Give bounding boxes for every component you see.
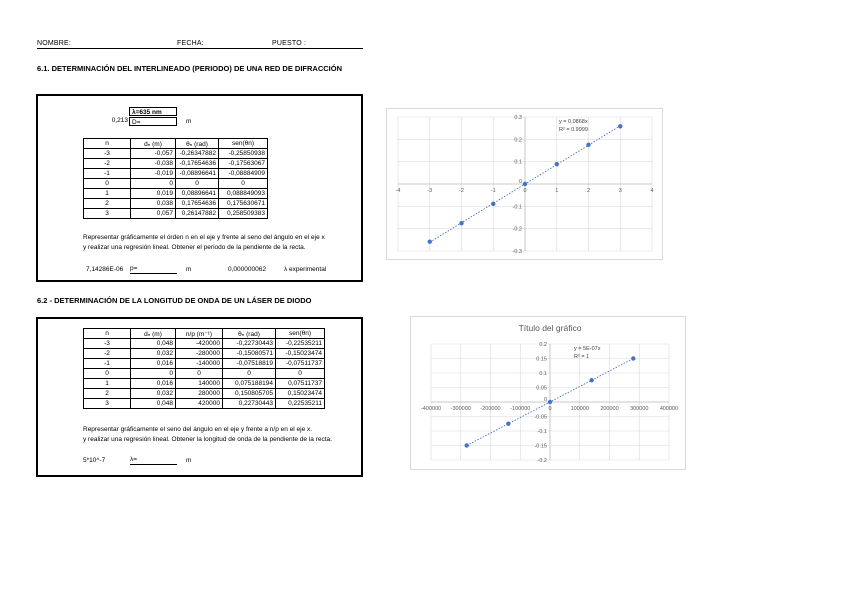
cell: -140000 <box>176 359 223 369</box>
cell: 0 <box>276 369 325 379</box>
section2-title: 6.2 - DETERMINACIÓN DE LA LONGITUD DE ONDA DE UN LÁSER DE DIODO <box>37 296 312 305</box>
y-tick-label: 0.2 <box>539 342 547 348</box>
y-tick-label: 0.1 <box>514 159 522 166</box>
x-tick-label: -2 <box>459 188 464 194</box>
cell: 0 <box>176 369 223 379</box>
header-dn: dₙ (m) <box>131 329 176 339</box>
p-input[interactable]: p= <box>130 264 177 274</box>
y-tick-label: 0.15 <box>536 356 547 363</box>
cell: 0,032 <box>131 349 176 359</box>
header-sen: sen(θn) <box>276 329 325 339</box>
table-laser <box>83 328 325 409</box>
cell: -0,038 <box>131 159 176 169</box>
x-tick-label: 200000 <box>600 406 619 412</box>
cell: -0,22730443 <box>223 339 276 349</box>
section2-instruction-2: y realizar una regresión lineal. Obtener la longitud de onda de la pendiente de la recta. <box>83 436 332 443</box>
cell: -2 <box>84 349 131 359</box>
trendline-equation: y = 5E-07x <box>574 346 601 352</box>
cell: 0,17654636 <box>176 199 219 209</box>
y-tick-label: -0.1 <box>537 429 547 435</box>
header-underline <box>37 48 363 49</box>
x-tick-label: -3 <box>427 188 433 194</box>
cell: 0,016 <box>131 359 176 369</box>
cell: 0,07511737 <box>276 379 325 389</box>
header-sen: sen(θn) <box>219 139 268 149</box>
data-point <box>589 378 593 382</box>
cell: 280000 <box>176 389 223 399</box>
cell: 0,150805705 <box>223 389 276 399</box>
data-point <box>631 356 635 360</box>
data-point <box>586 143 590 147</box>
table-row <box>84 359 325 369</box>
table-row <box>84 349 325 359</box>
cell: 0 <box>84 369 131 379</box>
header-theta: θₙ (rad) <box>176 139 219 149</box>
cell: -0,07511737 <box>276 359 325 369</box>
cell: -0,07518819 <box>223 359 276 369</box>
cell: 0,088849093 <box>219 189 268 199</box>
cell: 0,019 <box>131 189 176 199</box>
cell: 1 <box>84 379 131 389</box>
cell: -0,26347882 <box>176 149 219 159</box>
cell: 2 <box>84 389 131 399</box>
cell: -0,08884909 <box>219 169 268 179</box>
cell: 2 <box>84 199 131 209</box>
y-tick-label: -0.2 <box>512 226 522 233</box>
x-tick-label: 100000 <box>570 406 589 412</box>
cell: 0,048 <box>131 399 176 409</box>
table-row <box>84 379 325 389</box>
x-tick-label: 300000 <box>630 406 649 412</box>
table-row <box>84 149 268 159</box>
table-row <box>84 209 268 219</box>
cell: 0,032 <box>131 389 176 399</box>
header-n: n <box>84 329 131 339</box>
data-point <box>459 221 463 225</box>
cell: -280000 <box>176 349 223 359</box>
table-row <box>84 169 268 179</box>
cell: -2 <box>84 159 131 169</box>
lambda2-value: 5*10^-7 <box>83 457 106 464</box>
x-tick-label: -1 <box>490 188 496 194</box>
nombre-label: NOMBRE: <box>37 40 72 47</box>
cell: -1 <box>84 169 131 179</box>
section1-instruction-1: Representar gráficamente el órden n en el eje y frente al seno del ángulo en el eje x <box>83 234 325 241</box>
cell: -420000 <box>176 339 223 349</box>
cell: 0,038 <box>131 199 176 209</box>
chart-laser <box>410 316 686 470</box>
cell: 0,15023474 <box>276 389 325 399</box>
cell: -0,25850938 <box>219 149 268 159</box>
table-row <box>84 369 325 379</box>
cell: -0,22535211 <box>276 339 325 349</box>
d-input[interactable]: D= <box>129 117 177 126</box>
trendline-r2: R² = 1 <box>574 354 590 360</box>
cell: -0,17563067 <box>219 159 268 169</box>
x-tick-label: 0 <box>523 188 527 194</box>
x-tick-label: -4 <box>395 188 401 194</box>
data-point <box>523 182 527 186</box>
lambda-exp-value: 0,000000062 <box>228 266 266 273</box>
cell: 0,175630671 <box>219 199 268 209</box>
y-tick-label: -0.1 <box>512 204 522 211</box>
x-tick-label: -200000 <box>480 406 501 412</box>
y-tick-label: 0.1 <box>539 371 547 377</box>
table-row <box>84 339 325 349</box>
cell: -0,057 <box>131 149 176 159</box>
x-tick-label: -100000 <box>510 406 531 412</box>
cell: 3 <box>84 399 131 409</box>
p-value: 7,14286E-06 <box>86 266 124 273</box>
data-point <box>506 422 510 426</box>
table-row <box>84 159 268 169</box>
table-row <box>84 199 268 209</box>
x-tick-label: 3 <box>618 188 622 194</box>
x-tick-label: 400000 <box>659 406 679 412</box>
cell: -0,15023474 <box>276 349 325 359</box>
cell: -3 <box>84 339 131 349</box>
chart-laser-svg <box>411 317 685 469</box>
p-unit: m <box>186 266 192 273</box>
chart-diffraction <box>386 108 663 260</box>
x-tick-label: 1 <box>555 188 559 194</box>
cell: 0,22535211 <box>276 399 325 409</box>
d-value: 0,213 <box>111 117 128 124</box>
x-tick-label: 4 <box>650 188 654 194</box>
x-tick-label: 2 <box>586 188 591 194</box>
chart-title: Título del gráfico <box>518 323 582 333</box>
lambda2-input[interactable]: λ= <box>130 455 177 465</box>
y-tick-label: 0 <box>518 179 522 185</box>
cell: 0,08896641 <box>176 189 219 199</box>
y-tick-label: -0.15 <box>534 443 547 450</box>
y-tick-label: -0.3 <box>512 249 522 255</box>
table-row <box>84 399 325 409</box>
section1-instruction-2: y realizar una regresión lineal. Obtener el periodo de la pendiente de la recta. <box>83 244 306 251</box>
data-point <box>491 202 495 206</box>
header-n-over-p: n/p (m⁻¹) <box>176 329 223 339</box>
chart-diffraction-svg <box>387 109 662 259</box>
cell: 0,048 <box>131 339 176 349</box>
cell: -3 <box>84 149 131 159</box>
cell: 0,258509383 <box>219 209 268 219</box>
cell: -0,17654636 <box>176 159 219 169</box>
cell: 0,22730443 <box>223 399 276 409</box>
table-header-row <box>84 139 268 149</box>
x-tick-label: -300000 <box>450 406 471 412</box>
cell: -0,08896641 <box>176 169 219 179</box>
y-tick-label: 0.05 <box>536 385 547 392</box>
data-point <box>555 162 559 166</box>
cell: 0,26147882 <box>176 209 219 219</box>
table-diffraction <box>83 138 268 219</box>
cell: 0 <box>131 179 176 189</box>
table-row <box>84 189 268 199</box>
table-row <box>84 179 268 189</box>
header-dn: dₙ (m) <box>131 139 176 149</box>
d-unit: m <box>186 118 192 125</box>
trendline-r2: R² = 0.9999 <box>559 127 588 133</box>
cell: 0 <box>176 179 219 189</box>
cell: 3 <box>84 209 131 219</box>
cell: 0,016 <box>131 379 176 389</box>
table-header-row <box>84 329 325 339</box>
cell: 0 <box>223 369 276 379</box>
cell: -0,15080571 <box>223 349 276 359</box>
x-tick-label: -400000 <box>420 406 442 412</box>
x-tick-label: 0 <box>548 406 552 412</box>
data-point <box>618 124 622 128</box>
y-tick-label: -0.2 <box>537 458 547 464</box>
cell: 1 <box>84 189 131 199</box>
cell: 420000 <box>176 399 223 409</box>
cell: 0 <box>84 179 131 189</box>
y-tick-label: 0.3 <box>514 115 522 121</box>
cell: 0,057 <box>131 209 176 219</box>
y-tick-label: -0.05 <box>534 414 547 421</box>
table-row <box>84 389 325 399</box>
cell: -1 <box>84 359 131 369</box>
section2-instruction-1: Representar gráficamente el seno del ángulo en el eje y frente a n/p en el eje x. <box>83 426 313 433</box>
lambda2-unit: m <box>186 457 192 464</box>
cell: 0 <box>219 179 268 189</box>
trendline-equation: y = 0.0868x <box>559 119 588 125</box>
data-point <box>428 240 432 244</box>
data-point <box>548 400 552 404</box>
puesto-label: PUESTO : <box>272 40 307 47</box>
y-tick-label: 0 <box>543 397 547 403</box>
y-tick-label: 0.2 <box>514 137 522 144</box>
lambda-label: λ=635 nm <box>129 107 177 116</box>
header-n: n <box>84 139 131 149</box>
cell: 0,075188194 <box>223 379 276 389</box>
fecha-label: FECHA: <box>177 40 204 47</box>
section1-title: 6.1. DETERMINACIÓN DEL INTERLINEADO (PERIODO) DE UNA RED DE DIFRACCIÓN <box>37 64 343 73</box>
lambda-exp-label: λ experimental <box>284 266 327 273</box>
cell: 0 <box>131 369 176 379</box>
cell: 140000 <box>176 379 223 389</box>
header-theta: θₙ (rad) <box>223 329 276 339</box>
data-point <box>465 443 469 447</box>
cell: -0,019 <box>131 169 176 179</box>
